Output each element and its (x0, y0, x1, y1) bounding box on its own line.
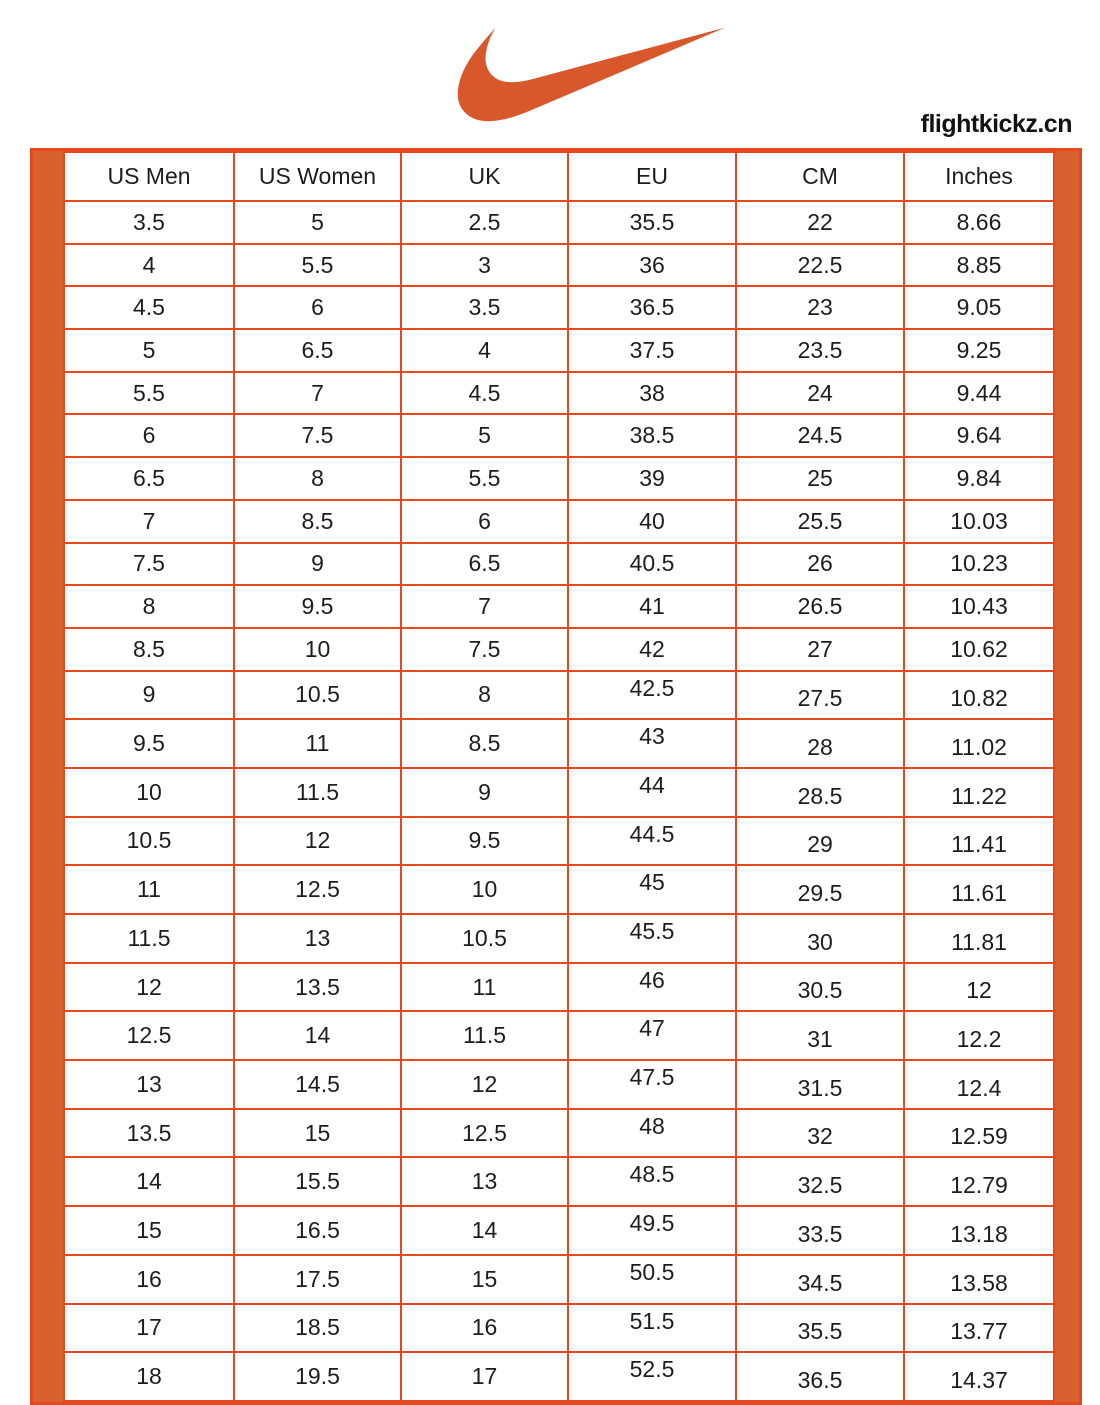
size-cell: 14.37 (904, 1352, 1054, 1401)
size-cell: 42.5 (568, 671, 736, 720)
size-cell: 6 (234, 286, 401, 329)
size-cell: 14 (234, 1011, 401, 1060)
size-cell: 14 (401, 1206, 568, 1255)
size-cell: 11.02 (904, 719, 1054, 768)
table-row (64, 329, 1054, 372)
size-cell: 24 (736, 372, 904, 415)
size-cell: 7 (401, 585, 568, 628)
size-cell: 16 (64, 1255, 234, 1304)
size-cell: 44 (568, 768, 736, 817)
size-cell: 35.5 (568, 201, 736, 244)
size-cell: 12.4 (904, 1060, 1054, 1109)
size-cell: 26 (736, 543, 904, 586)
size-cell: 11.41 (904, 817, 1054, 866)
size-cell: 5.5 (401, 457, 568, 500)
size-cell: 45.5 (568, 914, 736, 963)
column-header: US Men (64, 152, 234, 201)
size-cell: 26.5 (736, 585, 904, 628)
size-cell: 9.64 (904, 414, 1054, 457)
size-cell: 12.2 (904, 1011, 1054, 1060)
size-cell: 15 (64, 1206, 234, 1255)
size-cell: 23 (736, 286, 904, 329)
table-body (64, 201, 1054, 1401)
size-cell: 15 (401, 1255, 568, 1304)
size-cell: 12 (401, 1060, 568, 1109)
column-header: EU (568, 152, 736, 201)
table-row (64, 719, 1054, 768)
size-cell: 29 (736, 817, 904, 866)
size-cell: 30.5 (736, 963, 904, 1012)
size-cell: 36.5 (568, 286, 736, 329)
table-row (64, 1109, 1054, 1158)
size-cell: 49.5 (568, 1206, 736, 1255)
size-cell: 15.5 (234, 1157, 401, 1206)
size-cell: 9 (401, 768, 568, 817)
size-cell: 37.5 (568, 329, 736, 372)
size-cell: 25 (736, 457, 904, 500)
size-cell: 47.5 (568, 1060, 736, 1109)
size-cell: 11 (234, 719, 401, 768)
size-cell: 4 (401, 329, 568, 372)
size-cell: 44.5 (568, 817, 736, 866)
size-cell: 22.5 (736, 244, 904, 287)
size-cell: 5 (64, 329, 234, 372)
size-cell: 9.84 (904, 457, 1054, 500)
size-cell: 8 (401, 671, 568, 720)
size-cell: 11.81 (904, 914, 1054, 963)
size-cell: 8 (234, 457, 401, 500)
size-cell: 13.5 (64, 1109, 234, 1158)
size-cell: 29.5 (736, 865, 904, 914)
size-cell: 11.5 (401, 1011, 568, 1060)
size-cell: 13.58 (904, 1255, 1054, 1304)
size-cell: 39 (568, 457, 736, 500)
size-cell: 9.5 (64, 719, 234, 768)
size-cell: 11.5 (234, 768, 401, 817)
size-cell: 45 (568, 865, 736, 914)
table-row (64, 865, 1054, 914)
table-row (64, 286, 1054, 329)
size-cell: 35.5 (736, 1304, 904, 1353)
table-row (64, 1255, 1054, 1304)
size-cell: 34.5 (736, 1255, 904, 1304)
size-cell: 40.5 (568, 543, 736, 586)
size-cell: 43 (568, 719, 736, 768)
table-row (64, 1206, 1054, 1255)
size-cell: 31.5 (736, 1060, 904, 1109)
size-cell: 5.5 (234, 244, 401, 287)
table-row (64, 671, 1054, 720)
size-cell: 12.79 (904, 1157, 1054, 1206)
size-cell: 10.82 (904, 671, 1054, 720)
size-cell: 10.5 (401, 914, 568, 963)
size-cell: 25.5 (736, 500, 904, 543)
column-header: Inches (904, 152, 1054, 201)
table-row (64, 817, 1054, 866)
size-cell: 14 (64, 1157, 234, 1206)
size-cell: 13 (234, 914, 401, 963)
table-row (64, 585, 1054, 628)
size-cell: 13 (64, 1060, 234, 1109)
table-row (64, 414, 1054, 457)
column-header: UK (401, 152, 568, 201)
table-row (64, 1011, 1054, 1060)
column-header: US Women (234, 152, 401, 201)
size-conversion-table (63, 151, 1055, 1402)
size-cell: 6 (401, 500, 568, 543)
size-cell: 12.5 (64, 1011, 234, 1060)
header-row (64, 152, 1054, 201)
size-chart (30, 148, 1082, 1405)
size-cell: 9 (64, 671, 234, 720)
size-cell: 51.5 (568, 1304, 736, 1353)
size-cell: 22 (736, 201, 904, 244)
size-cell: 24.5 (736, 414, 904, 457)
size-cell: 6.5 (64, 457, 234, 500)
size-cell: 11.22 (904, 768, 1054, 817)
size-cell: 38.5 (568, 414, 736, 457)
size-cell: 10.5 (234, 671, 401, 720)
size-cell: 33.5 (736, 1206, 904, 1255)
table-row (64, 500, 1054, 543)
size-cell: 12 (234, 817, 401, 866)
size-cell: 27.5 (736, 671, 904, 720)
size-cell: 31 (736, 1011, 904, 1060)
size-cell: 10 (234, 628, 401, 671)
size-cell: 48.5 (568, 1157, 736, 1206)
size-cell: 36.5 (736, 1352, 904, 1401)
column-header: CM (736, 152, 904, 201)
nike-swoosh-path (458, 28, 726, 122)
table-row (64, 244, 1054, 287)
size-cell: 4.5 (401, 372, 568, 415)
size-cell: 8.5 (401, 719, 568, 768)
size-cell: 28.5 (736, 768, 904, 817)
size-cell: 13.18 (904, 1206, 1054, 1255)
size-cell: 48 (568, 1109, 736, 1158)
size-cell: 38 (568, 372, 736, 415)
table-row (64, 1352, 1054, 1401)
size-cell: 16 (401, 1304, 568, 1353)
size-cell: 28 (736, 719, 904, 768)
size-cell: 52.5 (568, 1352, 736, 1401)
size-cell: 5.5 (64, 372, 234, 415)
size-cell: 14.5 (234, 1060, 401, 1109)
size-cell: 16.5 (234, 1206, 401, 1255)
size-cell: 9.05 (904, 286, 1054, 329)
size-cell: 10 (401, 865, 568, 914)
size-cell: 41 (568, 585, 736, 628)
size-cell: 11.61 (904, 865, 1054, 914)
size-cell: 10.5 (64, 817, 234, 866)
size-cell: 4 (64, 244, 234, 287)
size-cell: 12 (64, 963, 234, 1012)
size-cell: 8.85 (904, 244, 1054, 287)
table-row (64, 1304, 1054, 1353)
size-cell: 23.5 (736, 329, 904, 372)
size-cell: 42 (568, 628, 736, 671)
size-cell: 46 (568, 963, 736, 1012)
table-row (64, 963, 1054, 1012)
table-row (64, 1157, 1054, 1206)
size-cell: 50.5 (568, 1255, 736, 1304)
site-watermark: flightkickz.cn (920, 110, 1072, 138)
size-cell: 32.5 (736, 1157, 904, 1206)
size-cell: 17 (401, 1352, 568, 1401)
size-cell: 7.5 (234, 414, 401, 457)
size-cell: 9.5 (401, 817, 568, 866)
size-cell: 11.5 (64, 914, 234, 963)
size-cell: 9.5 (234, 585, 401, 628)
size-cell: 47 (568, 1011, 736, 1060)
size-cell: 7 (64, 500, 234, 543)
size-cell: 9 (234, 543, 401, 586)
size-cell: 13.77 (904, 1304, 1054, 1353)
size-cell: 8.5 (64, 628, 234, 671)
size-cell: 18 (64, 1352, 234, 1401)
size-cell: 7.5 (401, 628, 568, 671)
nike-swoosh-logo (455, 26, 728, 122)
size-cell: 7.5 (64, 543, 234, 586)
size-cell: 11 (64, 865, 234, 914)
left-accent-bar (33, 151, 63, 1402)
size-cell: 17 (64, 1304, 234, 1353)
table-row (64, 543, 1054, 586)
size-cell: 3.5 (64, 201, 234, 244)
size-cell: 5 (234, 201, 401, 244)
size-cell: 30 (736, 914, 904, 963)
size-cell: 40 (568, 500, 736, 543)
size-cell: 27 (736, 628, 904, 671)
size-cell: 7 (234, 372, 401, 415)
size-cell: 8.5 (234, 500, 401, 543)
table-row (64, 768, 1054, 817)
size-cell: 6.5 (234, 329, 401, 372)
table-row (64, 628, 1054, 671)
table-row (64, 372, 1054, 415)
size-cell: 12 (904, 963, 1054, 1012)
size-cell: 3 (401, 244, 568, 287)
size-cell: 10.62 (904, 628, 1054, 671)
size-cell: 17.5 (234, 1255, 401, 1304)
size-cell: 12.5 (234, 865, 401, 914)
size-cell: 9.44 (904, 372, 1054, 415)
size-cell: 10 (64, 768, 234, 817)
size-cell: 10.03 (904, 500, 1054, 543)
size-cell: 18.5 (234, 1304, 401, 1353)
size-cell: 8.66 (904, 201, 1054, 244)
size-cell: 32 (736, 1109, 904, 1158)
size-cell: 6.5 (401, 543, 568, 586)
size-cell: 15 (234, 1109, 401, 1158)
size-cell: 19.5 (234, 1352, 401, 1401)
size-cell: 8 (64, 585, 234, 628)
right-accent-bar (1055, 151, 1079, 1402)
size-cell: 12.59 (904, 1109, 1054, 1158)
size-cell: 9.25 (904, 329, 1054, 372)
size-cell: 12.5 (401, 1109, 568, 1158)
size-cell: 13.5 (234, 963, 401, 1012)
size-cell: 2.5 (401, 201, 568, 244)
size-cell: 10.23 (904, 543, 1054, 586)
size-cell: 3.5 (401, 286, 568, 329)
table-row (64, 457, 1054, 500)
size-cell: 13 (401, 1157, 568, 1206)
size-cell: 10.43 (904, 585, 1054, 628)
size-cell: 6 (64, 414, 234, 457)
table-row (64, 201, 1054, 244)
table-row (64, 914, 1054, 963)
table-row (64, 1060, 1054, 1109)
size-cell: 11 (401, 963, 568, 1012)
size-cell: 36 (568, 244, 736, 287)
size-cell: 5 (401, 414, 568, 457)
size-cell: 4.5 (64, 286, 234, 329)
